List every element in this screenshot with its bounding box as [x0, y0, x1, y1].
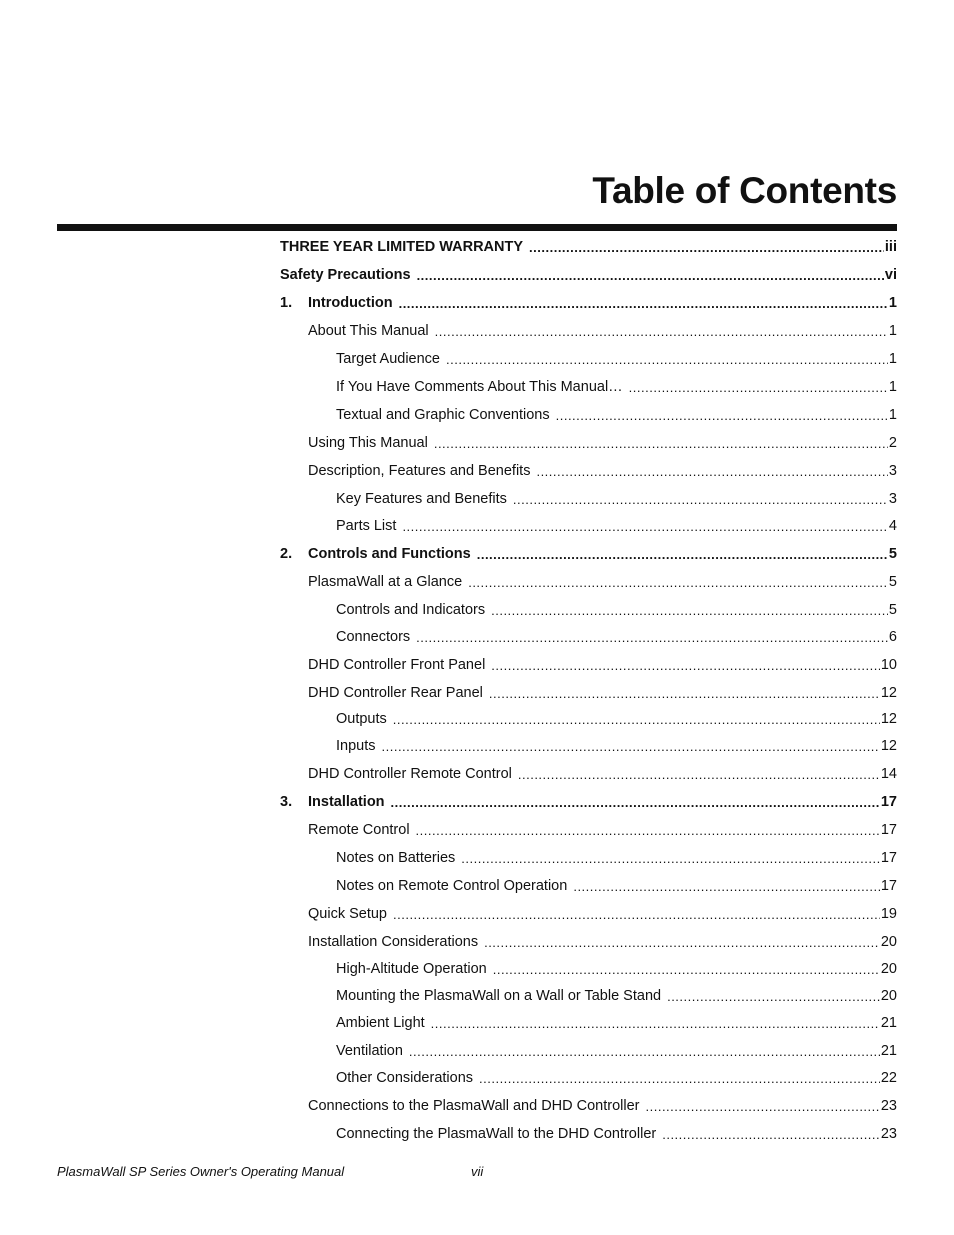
toc-entry[interactable]	[280, 317, 897, 345]
dot-leader	[529, 240, 884, 256]
toc-entry[interactable]	[280, 955, 897, 983]
dot-leader	[491, 603, 888, 619]
toc-entry-page: 1	[888, 379, 897, 395]
toc-entry-page: 4	[888, 518, 897, 534]
toc-entry-page: 5	[888, 602, 897, 618]
toc-entry-page: vi	[884, 267, 897, 283]
toc-entry-page: 21	[880, 1043, 897, 1059]
toc-entry-label: Ambient Light	[336, 1015, 425, 1031]
toc-entry[interactable]	[280, 623, 897, 651]
chapter-number: 1.	[280, 295, 293, 311]
dot-leader	[667, 989, 880, 1005]
toc-entry-page: 20	[880, 988, 897, 1004]
toc-entry-label: If You Have Comments About This Manual…	[336, 379, 623, 395]
toc-entry-label: Description, Features and Benefits	[308, 463, 531, 479]
toc-entry-page: 17	[880, 822, 897, 838]
toc-entry[interactable]	[280, 457, 897, 485]
toc-entry-page: 1	[888, 295, 897, 311]
toc-entry-label: Target Audience	[336, 351, 440, 367]
toc-entry-label: DHD Controller Rear Panel	[308, 685, 483, 701]
dot-leader	[434, 436, 888, 452]
toc-entry[interactable]	[280, 345, 897, 373]
dot-leader	[484, 935, 880, 951]
chapter-number: 2.	[280, 546, 293, 562]
toc-entry[interactable]	[280, 816, 897, 844]
toc-entry[interactable]	[280, 651, 897, 679]
toc-entry-page: 5	[888, 574, 897, 590]
toc-entry-page: 21	[880, 1015, 897, 1031]
toc-entry-label: Parts List	[336, 518, 397, 534]
dot-leader	[399, 296, 888, 312]
toc-entry[interactable]	[280, 540, 897, 568]
toc-entry-page: 12	[880, 738, 897, 754]
toc-entry-label: Safety Precautions	[280, 267, 411, 283]
toc-entry-label: About This Manual	[308, 323, 429, 339]
toc-entry-label: Connections to the PlasmaWall and DHD Controller	[308, 1098, 640, 1114]
toc-entry-label: DHD Controller Remote Control	[308, 766, 512, 782]
toc-entry-page: 5	[888, 546, 897, 562]
footer-manual-title: PlasmaWall SP Series Owner's Operating Manual	[57, 1164, 345, 1179]
dot-leader	[556, 408, 888, 424]
toc-entry-label: Introduction	[308, 295, 393, 311]
dot-leader	[536, 464, 887, 480]
toc-entry[interactable]	[280, 512, 897, 540]
toc-entry[interactable]	[280, 485, 897, 513]
toc-entry[interactable]	[280, 844, 897, 872]
dot-leader	[402, 519, 887, 535]
toc-entry-label: Inputs	[336, 738, 376, 754]
toc-entry[interactable]	[280, 1092, 897, 1120]
toc-entry-label: Controls and Functions	[308, 546, 471, 562]
toc-entry-page: 22	[880, 1070, 897, 1086]
toc-entry-page: 6	[888, 629, 897, 645]
toc-entry[interactable]	[280, 1037, 897, 1065]
dot-leader	[391, 795, 880, 811]
dot-leader	[416, 630, 888, 646]
dot-leader	[431, 1016, 880, 1032]
toc-entry[interactable]	[280, 373, 897, 401]
dot-leader	[393, 712, 880, 728]
dot-leader	[416, 823, 880, 839]
toc-entry[interactable]	[280, 1120, 897, 1148]
toc-entry-label: Controls and Indicators	[336, 602, 486, 618]
toc-entry-page: iii	[884, 239, 897, 255]
toc-entry-page: 10	[880, 657, 897, 673]
toc-entry[interactable]	[280, 900, 897, 928]
toc-entry-page: 20	[880, 961, 897, 977]
chapter-number: 3.	[280, 794, 293, 810]
toc-entry-label: Remote Control	[308, 822, 410, 838]
dot-leader	[417, 268, 884, 284]
toc-entry[interactable]	[280, 233, 897, 261]
dot-leader	[435, 324, 888, 340]
toc-entry-label: Key Features and Benefits	[336, 491, 507, 507]
toc-entry-label: Using This Manual	[308, 435, 428, 451]
toc-entry-label: Quick Setup	[308, 906, 387, 922]
toc-entry-label: Installation Considerations	[308, 934, 479, 950]
dot-leader	[573, 879, 880, 895]
toc-entry-page: 3	[888, 463, 897, 479]
toc-entry[interactable]	[280, 872, 897, 900]
toc-entry-label: Outputs	[336, 711, 387, 727]
dot-leader	[629, 380, 888, 396]
title-rule	[57, 224, 897, 231]
dot-leader	[468, 575, 888, 591]
dot-leader	[489, 686, 880, 702]
toc-entry-page: 1	[888, 407, 897, 423]
toc-entry-label: Installation	[308, 794, 385, 810]
toc-entry-label: Connectors	[336, 629, 411, 645]
toc-entry-page: 19	[880, 906, 897, 922]
toc-entry[interactable]	[280, 732, 897, 760]
toc-entry[interactable]	[280, 788, 897, 816]
toc-entry[interactable]	[280, 568, 897, 596]
toc-entry[interactable]	[280, 289, 897, 317]
toc-entry-label: Connecting the PlasmaWall to the DHD Controller	[336, 1126, 657, 1142]
toc-entry-label: Mounting the PlasmaWall on a Wall or Table Stand	[336, 988, 662, 1004]
dot-leader	[479, 1071, 880, 1087]
toc-entry-label: Ventilation	[336, 1043, 403, 1059]
toc-entry[interactable]	[280, 1009, 897, 1037]
dot-leader	[518, 767, 880, 783]
toc-entry-page: 23	[880, 1126, 897, 1142]
dot-leader	[409, 1044, 880, 1060]
toc-entry[interactable]	[280, 760, 897, 788]
toc-entry-page: 17	[880, 850, 897, 866]
dot-leader	[491, 658, 880, 674]
footer-page-number: vii	[471, 1164, 484, 1179]
page-title: Table of Contents	[592, 170, 897, 211]
dot-leader	[646, 1099, 880, 1115]
dot-leader	[461, 851, 880, 867]
toc-entry[interactable]	[280, 401, 897, 429]
toc-entry-label: DHD Controller Front Panel	[308, 657, 486, 673]
toc-entry-label: Notes on Remote Control Operation	[336, 878, 568, 894]
toc-entry[interactable]	[280, 1064, 897, 1092]
toc-entry-page: 1	[888, 323, 897, 339]
toc-entry-label: THREE YEAR LIMITED WARRANTY	[280, 239, 524, 255]
dot-leader	[477, 547, 888, 563]
toc-entry-page: 2	[888, 435, 897, 451]
dot-leader	[493, 962, 880, 978]
dot-leader	[393, 907, 880, 923]
toc-entry-label: PlasmaWall at a Glance	[308, 574, 463, 590]
toc-entry-page: 17	[880, 794, 897, 810]
toc-entry-page: 20	[880, 934, 897, 950]
toc-entry[interactable]	[280, 982, 897, 1010]
toc-entry-page: 12	[880, 711, 897, 727]
toc-entry-label: Other Considerations	[336, 1070, 474, 1086]
toc-entry[interactable]	[280, 705, 897, 733]
toc-entry[interactable]	[280, 928, 897, 956]
toc-entry-label: Notes on Batteries	[336, 850, 456, 866]
toc-entry-page: 23	[880, 1098, 897, 1114]
toc-entry-page: 14	[880, 766, 897, 782]
dot-leader	[382, 739, 880, 755]
toc-entry-label: High-Altitude Operation	[336, 961, 487, 977]
toc-entry[interactable]	[280, 429, 897, 457]
toc-entry-label: Textual and Graphic Conventions	[336, 407, 550, 423]
toc-entry-page: 17	[880, 878, 897, 894]
toc-entry[interactable]	[280, 596, 897, 624]
toc-entry[interactable]	[280, 261, 897, 289]
dot-leader	[446, 352, 888, 368]
dot-leader	[662, 1127, 880, 1143]
toc-entry-page: 3	[888, 491, 897, 507]
toc-entry-page: 12	[880, 685, 897, 701]
toc-entry[interactable]	[280, 679, 897, 707]
dot-leader	[513, 492, 888, 508]
toc-entry-page: 1	[888, 351, 897, 367]
